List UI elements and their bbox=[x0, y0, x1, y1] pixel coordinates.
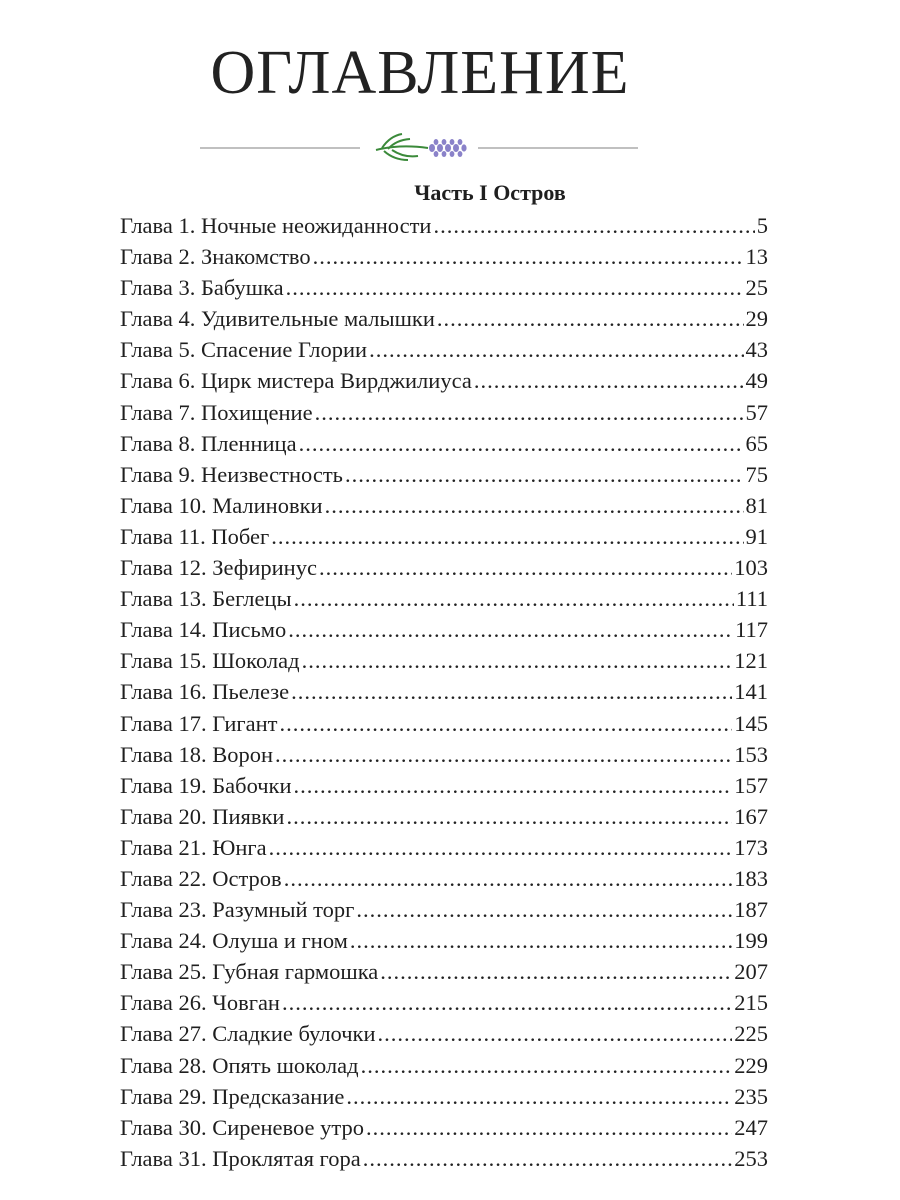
toc-entry-page: 253 bbox=[734, 1145, 768, 1171]
toc-entry-page: 43 bbox=[745, 337, 768, 363]
toc-entry bbox=[120, 210, 768, 241]
dot-leader bbox=[356, 894, 732, 925]
toc-entry-page: 91 bbox=[745, 523, 768, 549]
toc-entry bbox=[120, 552, 768, 583]
toc-entry-page: 235 bbox=[734, 1083, 768, 1109]
toc-entry bbox=[120, 676, 768, 707]
dot-leader bbox=[294, 770, 733, 801]
dot-leader bbox=[366, 1112, 732, 1143]
toc-entry-page: 5 bbox=[756, 213, 768, 238]
dot-leader bbox=[363, 1143, 733, 1174]
toc-entry bbox=[120, 272, 768, 303]
dot-leader bbox=[286, 801, 732, 832]
toc-entry bbox=[120, 863, 768, 894]
part-heading: Часть I Остров bbox=[414, 180, 566, 205]
toc-entry bbox=[120, 739, 768, 770]
toc-entry-page: 111 bbox=[735, 586, 768, 612]
dot-leader bbox=[299, 428, 744, 459]
toc-entry bbox=[120, 956, 768, 987]
toc-entry-label: Глава 11. Побег bbox=[120, 523, 270, 549]
toc-entry-label: Глава 26. Човган bbox=[120, 990, 280, 1016]
dot-leader bbox=[294, 583, 734, 614]
dot-leader bbox=[315, 397, 744, 428]
toc-entry-page: 199 bbox=[734, 928, 768, 954]
dot-leader bbox=[369, 334, 743, 365]
toc-entry-label: Глава 29. Предсказание bbox=[120, 1083, 345, 1109]
toc-entry-page: 207 bbox=[734, 959, 768, 985]
toc-entry-page: 103 bbox=[734, 555, 768, 581]
toc-entry-label: Глава 8. Пленница bbox=[120, 430, 297, 456]
toc-entry-label: Глава 6. Цирк мистера Вирджилиуса bbox=[120, 368, 472, 394]
toc-entry bbox=[120, 303, 768, 334]
toc-entry-label: Глава 31. Проклятая гора bbox=[120, 1145, 361, 1171]
toc-entry-label: Глава 28. Опять шоколад bbox=[120, 1052, 359, 1078]
toc-entry-label: Глава 17. Гигант bbox=[120, 710, 278, 736]
dot-leader bbox=[437, 303, 744, 334]
toc-entry-page: 29 bbox=[745, 306, 768, 332]
dot-leader bbox=[280, 708, 733, 739]
dot-leader bbox=[282, 987, 732, 1018]
toc-entry bbox=[120, 1081, 768, 1112]
toc-entry bbox=[120, 428, 768, 459]
toc-entry-page: 117 bbox=[735, 617, 768, 643]
dot-leader bbox=[291, 676, 732, 707]
toc-entry-label: Глава 12. Зефиринус bbox=[120, 555, 317, 581]
dot-leader bbox=[275, 739, 732, 770]
toc-entry bbox=[120, 521, 768, 552]
toc-entry-page: 215 bbox=[734, 990, 768, 1016]
toc-entry bbox=[120, 925, 768, 956]
toc-entry-label: Глава 24. Олуша и гном bbox=[120, 928, 348, 954]
lavender-sprig-icon bbox=[200, 130, 638, 166]
dot-leader bbox=[380, 956, 732, 987]
toc-entry bbox=[120, 987, 768, 1018]
toc-entry bbox=[120, 334, 768, 365]
toc-entry-label: Глава 9. Неизвестность bbox=[120, 461, 343, 487]
toc-entry-label: Глава 18. Ворон bbox=[120, 741, 274, 767]
toc-entry-label: Глава 23. Разумный торг bbox=[120, 897, 355, 923]
toc-entry-label: Глава 7. Похищение bbox=[120, 399, 313, 425]
toc-entry bbox=[120, 645, 768, 676]
toc-entry-page: 75 bbox=[745, 461, 768, 487]
toc-entry bbox=[120, 708, 768, 739]
toc-entry-page: 141 bbox=[734, 679, 768, 705]
dot-leader bbox=[271, 521, 743, 552]
toc-entry bbox=[120, 490, 768, 521]
toc-entry-label: Глава 3. Бабушка bbox=[120, 275, 284, 301]
toc-entry-page: 121 bbox=[734, 648, 768, 674]
dot-leader bbox=[302, 645, 733, 676]
toc-entry bbox=[120, 1112, 768, 1143]
dot-leader bbox=[284, 863, 733, 894]
dot-leader bbox=[378, 1018, 733, 1049]
toc-entry-page: 187 bbox=[734, 897, 768, 923]
toc-entry-page: 173 bbox=[734, 834, 768, 860]
dot-leader bbox=[474, 365, 744, 396]
toc-entry-page: 81 bbox=[745, 492, 768, 518]
dot-leader bbox=[361, 1050, 733, 1081]
toc-entry-page: 229 bbox=[734, 1052, 768, 1078]
toc-entry bbox=[120, 1018, 768, 1049]
dot-leader bbox=[346, 1081, 732, 1112]
table-of-contents bbox=[120, 210, 768, 1174]
toc-entry bbox=[120, 770, 768, 801]
toc-entry-page: 225 bbox=[734, 1021, 768, 1047]
toc-entry-label: Глава 25. Губная гармошка bbox=[120, 959, 379, 985]
toc-entry-label: Глава 4. Удивительные малышки bbox=[120, 306, 435, 332]
dot-leader bbox=[288, 614, 733, 645]
toc-entry bbox=[120, 614, 768, 645]
toc-entry-label: Глава 27. Сладкие булочки bbox=[120, 1021, 376, 1047]
toc-entry-page: 57 bbox=[745, 399, 768, 425]
toc-entry-label: Глава 16. Пьелезе bbox=[120, 679, 290, 705]
sprig-leaves bbox=[376, 134, 428, 160]
toc-entry-label: Глава 22. Остров bbox=[120, 865, 282, 891]
toc-entry-label: Глава 15. Шоколад bbox=[120, 648, 300, 674]
toc-entry-label: Глава 19. Бабочки bbox=[120, 772, 292, 798]
dot-leader bbox=[350, 925, 732, 956]
toc-entry-label: Глава 20. Пиявки bbox=[120, 803, 285, 829]
toc-entry-page: 183 bbox=[734, 865, 768, 891]
toc-entry-label: Глава 5. Спасение Глории bbox=[120, 337, 368, 363]
page-title: ОГЛАВЛЕНИЕ bbox=[210, 39, 630, 107]
toc-entry-label: Глава 10. Малиновки bbox=[120, 492, 323, 518]
dot-leader bbox=[269, 832, 733, 863]
toc-entry bbox=[120, 1050, 768, 1081]
toc-entry bbox=[120, 365, 768, 396]
toc-entry bbox=[120, 894, 768, 925]
toc-entry bbox=[120, 397, 768, 428]
toc-entry-page: 167 bbox=[734, 803, 768, 829]
dot-leader bbox=[286, 272, 744, 303]
toc-entry-page: 247 bbox=[734, 1114, 768, 1140]
dot-leader bbox=[345, 459, 744, 490]
toc-entry-page: 153 bbox=[734, 741, 768, 767]
toc-entry-page: 49 bbox=[745, 368, 768, 394]
toc-entry bbox=[120, 241, 768, 272]
toc-entry bbox=[120, 1143, 768, 1174]
toc-entry bbox=[120, 832, 768, 863]
toc-entry-label: Глава 2. Знакомство bbox=[120, 244, 311, 270]
toc-entry bbox=[120, 459, 768, 490]
toc-entry-page: 157 bbox=[734, 772, 768, 798]
dot-leader bbox=[433, 210, 754, 241]
sprig-flowers bbox=[429, 139, 467, 157]
toc-entry-label: Глава 30. Сиреневое утро bbox=[120, 1114, 364, 1140]
toc-entry-label: Глава 13. Беглецы bbox=[120, 586, 292, 612]
toc-entry-label: Глава 1. Ночные неожиданности bbox=[120, 213, 432, 238]
toc-entry-page: 145 bbox=[734, 710, 768, 736]
dot-leader bbox=[319, 552, 732, 583]
toc-entry-page: 25 bbox=[745, 275, 768, 301]
toc-entry bbox=[120, 583, 768, 614]
toc-entry bbox=[120, 801, 768, 832]
dot-leader bbox=[313, 241, 744, 272]
dot-leader bbox=[325, 490, 744, 521]
toc-entry-label: Глава 21. Юнга bbox=[120, 834, 267, 860]
toc-entry-page: 13 bbox=[745, 244, 768, 270]
toc-entry-label: Глава 14. Письмо bbox=[120, 617, 287, 643]
toc-entry-page: 65 bbox=[745, 430, 768, 456]
